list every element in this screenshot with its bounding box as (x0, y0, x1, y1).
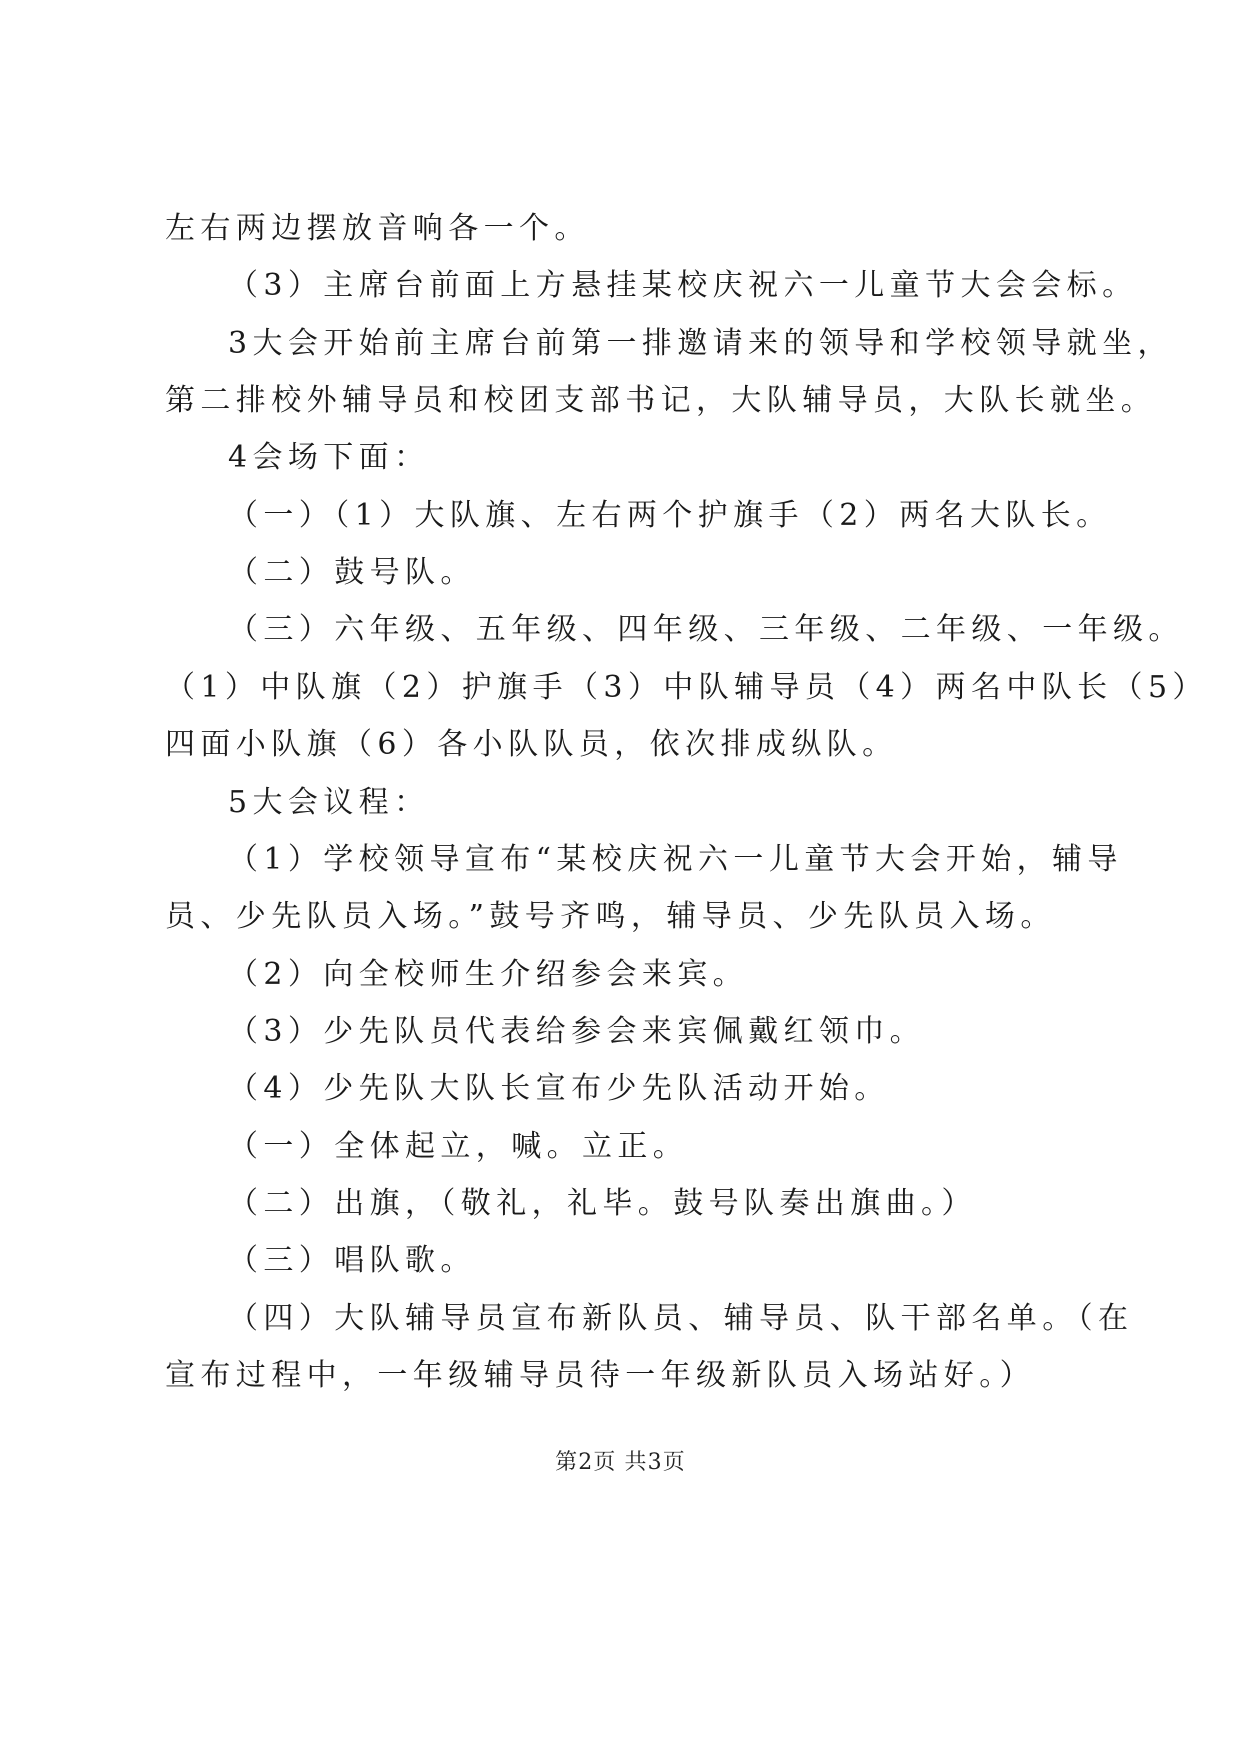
text-line: 四面小队旗（6）各小队队员，依次排成纵队。 (165, 727, 898, 762)
text-line: （三）唱队歌。 (228, 1243, 476, 1278)
text-line: （三）六年级、五年级、四年级、三年级、二年级、一年级。 (228, 612, 1184, 647)
text-line: 3大会开始前主席台前第一排邀请来的领导和学校领导就坐， (228, 326, 1173, 361)
page-number-footer: 第2页 共3页 (555, 1450, 686, 1475)
text-line: 宣布过程中，一年级辅导员待一年级新队员入场站好。） (165, 1358, 1035, 1393)
text-line: （4）少先队大队长宣布少先队活动开始。 (228, 1071, 890, 1106)
text-line: 5大会议程： (228, 785, 430, 820)
text-line: 员、少先队员入场。”鼓号齐鸣，辅导员、少先队员入场。 (165, 899, 1056, 934)
text-line: （一）全体起立，喊。立正。 (228, 1129, 689, 1164)
text-line: （1）中队旗（2）护旗手（3）中队辅导员（4）两名中队长（5） (165, 670, 1208, 705)
text-line: 4会场下面： (228, 440, 430, 475)
text-line: （二）出旗，（敬礼，礼毕。鼓号队奏出旗曲。） (228, 1186, 977, 1221)
text-line: （3）主席台前面上方悬挂某校庆祝六一儿童节大会会标。 (228, 268, 1138, 303)
text-line: 左右两边摆放音响各一个。 (165, 211, 590, 246)
text-line: （二）鼓号队。 (228, 555, 476, 590)
text-line: （2）向全校师生介绍参会来宾。 (228, 957, 749, 992)
text-line: 第二排校外辅导员和校团支部书记，大队辅导员，大队长就坐。 (165, 383, 1157, 418)
text-line: （1）学校领导宣布“某校庆祝六一儿童节大会开始，辅导 (228, 842, 1123, 877)
text-line: （一）（1）大队旗、左右两个护旗手（2）两名大队长。 (228, 498, 1112, 533)
text-line: （3）少先队员代表给参会来宾佩戴红领巾。 (228, 1014, 926, 1049)
text-line: （四）大队辅导员宣布新队员、辅导员、队干部名单。（在 (228, 1301, 1134, 1336)
